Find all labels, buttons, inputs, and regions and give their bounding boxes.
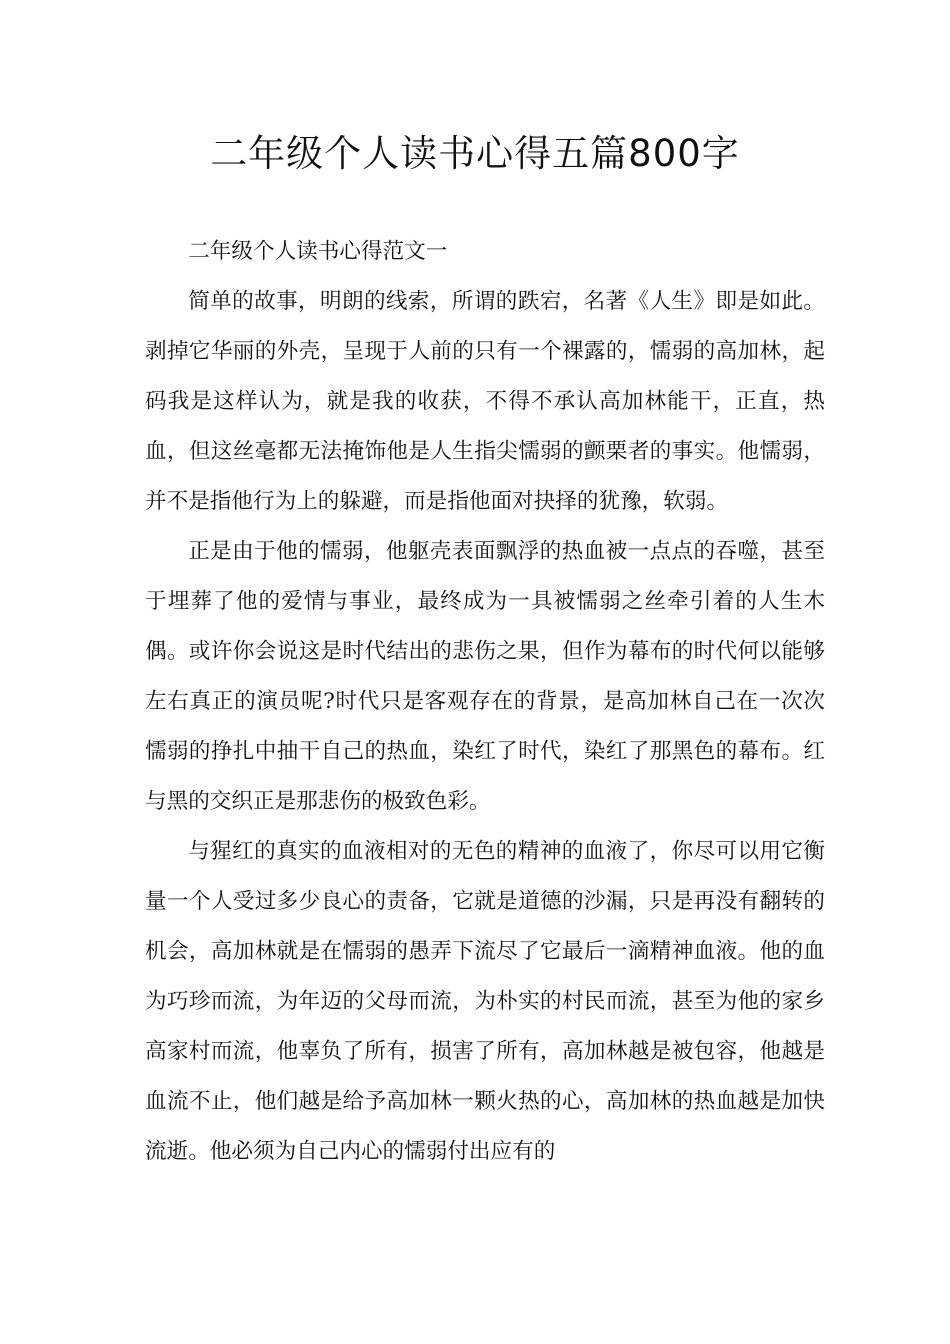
paragraph-3: 与猩红的真实的血液相对的无色的精神的血液了，你尽可以用它衡量一个人受过多少良心的责备，它就是道德的沙漏，只是再没有翻转的机会，高加林就是在懦弱的愚弄下流尽了它最后一滴精神血液。他的血为巧珍而流，为年迈的父母而流，为朴实的村民而流，甚至为他的家乡高家村而流，他辜负了所有，损害了所有，高加林越是被包容，他越是血流不止，他们越是给予高加林一颗火热的心，高加林的热血越是加快流逝。他必须为自己内心的懦弱付出应有的 <box>145 839 825 1164</box>
paragraph-1: 简单的故事，明朗的线索，所谓的跌宕，名著《人生》即是如此。剥掉它华丽的外壳，呈现于人前的只有一个裸露的，懦弱的高加林，起码我是这样认为，就是我的收获，不得不承认高加林能干，正直，热血，但这丝毫都无法掩饰他是人生指尖懦弱的颤栗者的事实。他懦弱，并不是指他行为上的躲避，而是指他面对抉择的犹豫，软弱。 <box>145 289 825 514</box>
paragraph-2: 正是由于他的懦弱，他躯壳表面飘浮的热血被一点点的吞噬，甚至于埋葬了他的爱情与事业，最终成为一具被懦弱之丝牵引着的人生木偶。或许你会说这是时代结出的悲伤之果，但作为幕布的时代何以能够左右真正的演员呢?时代只是客观存在的背景，是高加林自己在一次次懦弱的挣扎中抽干自己的热血，染红了时代，染红了那黑色的幕布。红与黑的交织正是那悲伤的极致色彩。 <box>145 539 825 814</box>
document-title: 二年级个人读书心得五篇800字 <box>210 132 740 175</box>
section-heading: 二年级个人读书心得范文一 <box>188 239 448 264</box>
document-body <box>145 227 825 1177</box>
